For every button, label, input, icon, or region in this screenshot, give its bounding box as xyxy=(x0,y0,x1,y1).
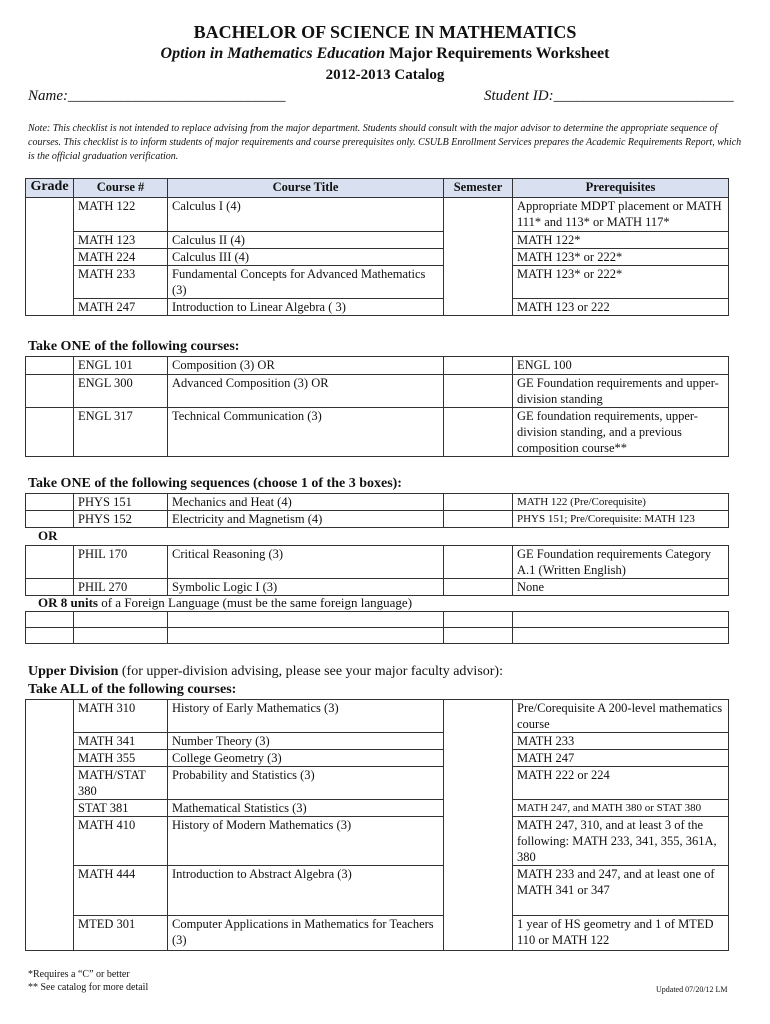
table-row xyxy=(26,750,729,767)
section-sequences: Take ONE of the following sequences (choose 1 of the 3 boxes): xyxy=(28,476,402,491)
one-course-table xyxy=(25,356,729,457)
table-row xyxy=(26,916,729,951)
course-number: PHIL 170 xyxy=(74,546,168,579)
course-number: PHYS 152 xyxy=(74,511,168,528)
course-number: MATH 233 xyxy=(74,266,168,299)
grade-cell[interactable] xyxy=(26,375,74,408)
course-title: Technical Communication (3) xyxy=(168,408,444,457)
grade-cell[interactable] xyxy=(26,357,74,375)
grade-cell[interactable] xyxy=(26,511,74,528)
table-row xyxy=(26,800,729,817)
grade-cell[interactable] xyxy=(26,612,74,628)
course-prereq: MATH 123* or 222* xyxy=(513,266,729,299)
upper-division-note: (for upper-division advising, please see your major faculty advisor): xyxy=(118,664,503,679)
section-one-course: Take ONE of the following courses: xyxy=(28,339,240,354)
grade-cell[interactable] xyxy=(26,546,74,579)
course-number: MATH 310 xyxy=(74,700,168,733)
course-title: Mathematical Statistics (3) xyxy=(168,800,444,817)
table-row xyxy=(26,866,729,916)
course-title: Computer Applications in Mathematics for Teachers (3) xyxy=(168,916,444,951)
course-prereq-blank[interactable] xyxy=(513,628,729,644)
course-title: Introduction to Abstract Algebra (3) xyxy=(168,866,444,916)
course-number: MATH 123 xyxy=(74,232,168,249)
course-prereq: None xyxy=(513,579,729,596)
course-number: MATH 122 xyxy=(74,198,168,232)
course-prereq-blank[interactable] xyxy=(513,612,729,628)
course-title: History of Modern Mathematics (3) xyxy=(168,817,444,866)
course-title: Advanced Composition (3) OR xyxy=(168,375,444,408)
course-prereq: 1 year of HS geometry and 1 of MTED 110 or MATH 122 xyxy=(513,916,729,951)
course-number: MATH 444 xyxy=(74,866,168,916)
grade-cell[interactable] xyxy=(26,408,74,457)
course-prereq: GE Foundation requirements and upper-division standing xyxy=(513,375,729,408)
course-prereq: GE Foundation requirements Category A.1 (Written English) xyxy=(513,546,729,579)
course-title: Symbolic Logic I (3) xyxy=(168,579,444,596)
table-row xyxy=(26,299,729,316)
course-prereq: MATH 123 or 222 xyxy=(513,299,729,316)
table-row xyxy=(26,733,729,750)
subtitle-option: Option in Mathematics Education xyxy=(160,45,386,62)
course-title: College Geometry (3) xyxy=(168,750,444,767)
page-title: BACHELOR OF SCIENCE IN MATHEMATICS xyxy=(193,22,577,42)
course-prereq: GE foundation requirements, upper-division standing, and a previous composition course** xyxy=(513,408,729,457)
course-title: Calculus III (4) xyxy=(168,249,444,266)
grade-cell[interactable] xyxy=(26,628,74,644)
sequence-a-table xyxy=(25,493,729,528)
course-number: PHYS 151 xyxy=(74,494,168,511)
course-title: Critical Reasoning (3) xyxy=(168,546,444,579)
course-number: MTED 301 xyxy=(74,916,168,951)
semester-cell[interactable] xyxy=(444,494,513,511)
table-row xyxy=(26,700,729,733)
table-row xyxy=(26,375,729,408)
course-title: Fundamental Concepts for Advanced Mathematics (3) xyxy=(168,266,444,299)
subtitle-worksheet: Major Requirements Worksheet xyxy=(385,45,610,62)
grade-cell[interactable] xyxy=(26,198,74,316)
course-number: MATH 410 xyxy=(74,817,168,866)
course-prereq: MATH 233 xyxy=(513,733,729,750)
semester-cell[interactable] xyxy=(444,408,513,457)
upper-division-table xyxy=(25,699,729,951)
course-title: Mechanics and Heat (4) xyxy=(168,494,444,511)
foreign-language-table xyxy=(25,611,729,644)
course-prereq: MATH 123* or 222* xyxy=(513,249,729,266)
grade-header: Grade xyxy=(26,179,74,198)
sequence-b-table xyxy=(25,545,729,596)
course-number: MATH 247 xyxy=(74,299,168,316)
course-prereq: MATH 122* xyxy=(513,232,729,249)
course-header: Course # xyxy=(74,179,168,198)
prereq-header: Prerequisites xyxy=(513,179,729,198)
course-title: Calculus II (4) xyxy=(168,232,444,249)
footnote-c-or-better: *Requires a “C” or better xyxy=(28,969,130,980)
course-prereq: Pre/Corequisite A 200-level mathematics course xyxy=(513,700,729,733)
course-title: Calculus I (4) xyxy=(168,198,444,232)
table-row xyxy=(26,232,729,249)
course-prereq: MATH 247, and MATH 380 or STAT 380 xyxy=(513,800,729,817)
core-courses-table xyxy=(25,178,729,316)
semester-cell[interactable] xyxy=(444,198,513,316)
course-number: MATH 224 xyxy=(74,249,168,266)
course-number-blank[interactable] xyxy=(74,612,168,628)
name-field[interactable]: Name:_____________________________ xyxy=(28,88,286,104)
title-header: Course Title xyxy=(168,179,444,198)
semester-header: Semester xyxy=(444,179,513,198)
course-title: Probability and Statistics (3) xyxy=(168,767,444,800)
table-row xyxy=(26,198,729,232)
page-subtitle xyxy=(0,45,770,63)
table-row xyxy=(26,612,729,628)
course-prereq: MATH 247 xyxy=(513,750,729,767)
semester-cell[interactable] xyxy=(444,612,513,628)
grade-cell[interactable] xyxy=(26,579,74,596)
table-row xyxy=(26,579,729,596)
course-number-blank[interactable] xyxy=(74,628,168,644)
table-row xyxy=(26,817,729,866)
course-title: Electricity and Magnetism (4) xyxy=(168,511,444,528)
course-prereq: PHYS 151; Pre/Corequisite: MATH 123 xyxy=(513,511,729,528)
course-number: ENGL 300 xyxy=(74,375,168,408)
table-row xyxy=(26,628,729,644)
course-number: PHIL 270 xyxy=(74,579,168,596)
semester-cell[interactable] xyxy=(444,375,513,408)
course-prereq: ENGL 100 xyxy=(513,357,729,375)
student-id-field[interactable]: Student ID:________________________ xyxy=(484,88,734,104)
course-prereq: MATH 222 or 224 xyxy=(513,767,729,800)
course-title: Introduction to Linear Algebra ( 3) xyxy=(168,299,444,316)
course-title: Number Theory (3) xyxy=(168,733,444,750)
table-row xyxy=(26,408,729,457)
course-number: ENGL 101 xyxy=(74,357,168,375)
section-all-courses: Take ALL of the following courses: xyxy=(28,682,237,697)
course-number: ENGL 317 xyxy=(74,408,168,457)
semester-cell[interactable] xyxy=(444,628,513,644)
updated-date: Updated 07/20/12 LM xyxy=(656,985,728,994)
course-title: Composition (3) OR xyxy=(168,357,444,375)
upper-division-heading xyxy=(28,664,503,680)
course-number: MATH 355 xyxy=(74,750,168,767)
grade-cell[interactable] xyxy=(26,494,74,511)
foreign-language-units: OR 8 units xyxy=(38,595,98,610)
course-title-blank[interactable] xyxy=(168,628,444,644)
table-row xyxy=(26,357,729,375)
course-number: STAT 381 xyxy=(74,800,168,817)
course-prereq: MATH 122 (Pre/Corequisite) xyxy=(513,494,729,511)
upper-division-label: Upper Division xyxy=(28,664,119,679)
course-title: History of Early Mathematics (3) xyxy=(168,700,444,733)
semester-cell[interactable] xyxy=(444,700,513,951)
table-row xyxy=(26,249,729,266)
footnote-catalog: ** See catalog for more detail xyxy=(28,982,149,993)
grade-cell[interactable] xyxy=(26,700,74,951)
course-number: MATH/STAT 380 xyxy=(74,767,168,800)
or-label: OR xyxy=(38,528,58,543)
course-prereq: Appropriate MDPT placement or MATH 111* and 113* or MATH 117* xyxy=(513,198,729,232)
table-row xyxy=(26,546,729,579)
course-prereq: MATH 233 and 247, and at least one of MATH 341 or 347 xyxy=(513,866,729,916)
semester-cell[interactable] xyxy=(444,546,513,579)
advising-note: Note: This checklist is not intended to replace advising from the major department. Students should consult with the major advisor to determine the appropriate sequence of courses. This checklist is to inform students of major requirements and course prerequisites only. CSULB Enrollment Services prepares the Academic Requirements Report, which is the official graduation verification. xyxy=(28,123,742,162)
course-title-blank[interactable] xyxy=(168,612,444,628)
course-number: MATH 341 xyxy=(74,733,168,750)
foreign-language-text: of a Foreign Language (must be the same foreign language) xyxy=(97,595,413,610)
course-prereq: MATH 247, 310, and at least 3 of the following: MATH 233, 341, 355, 361A, 380 xyxy=(513,817,729,866)
table-row xyxy=(26,511,729,528)
foreign-language-option xyxy=(38,595,412,611)
semester-cell[interactable] xyxy=(444,511,513,528)
table-row xyxy=(26,266,729,299)
table-row xyxy=(26,494,729,511)
semester-cell[interactable] xyxy=(444,579,513,596)
table-row xyxy=(26,767,729,800)
catalog-year: 2012-2013 Catalog xyxy=(325,67,445,83)
semester-cell[interactable] xyxy=(444,357,513,375)
